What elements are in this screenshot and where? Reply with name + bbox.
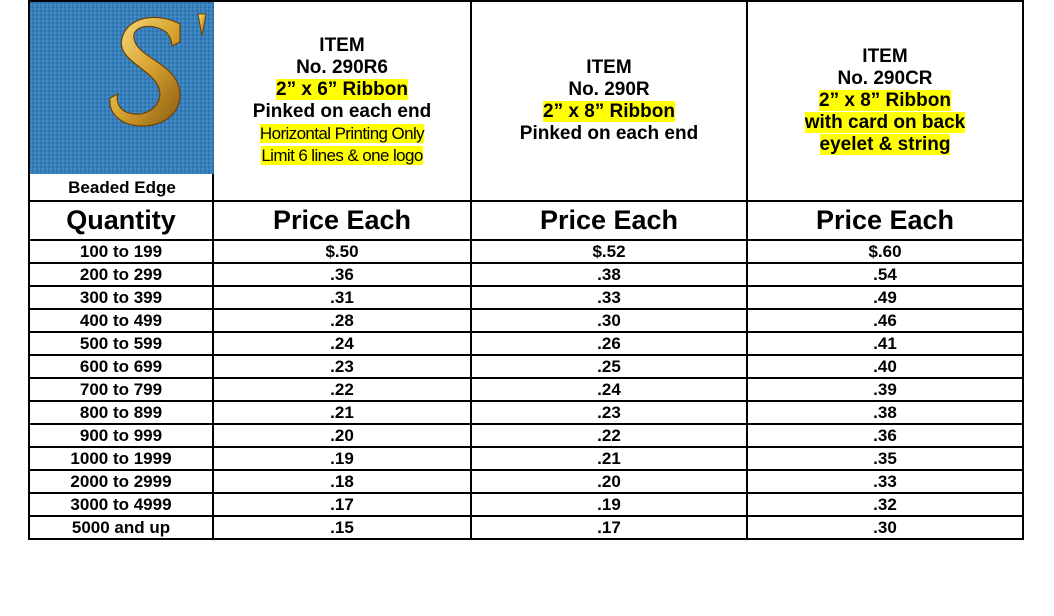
item-number: No. 290R6: [296, 57, 388, 78]
price-290r6-cell: .21: [213, 401, 471, 424]
ribbon-sample-image: [30, 2, 214, 174]
quantity-cell: 600 to 699: [29, 355, 213, 378]
price-table: [28, 0, 1024, 540]
price-290r6-cell: .19: [213, 447, 471, 470]
table-row: [29, 424, 1023, 447]
quantity-cell: 900 to 999: [29, 424, 213, 447]
item-label: ITEM: [862, 46, 908, 67]
price-290cr-cell: .33: [747, 470, 1023, 493]
table-row: [29, 355, 1023, 378]
quantity-cell: 800 to 899: [29, 401, 213, 424]
column-header-row: [29, 201, 1023, 240]
quantity-cell: 500 to 599: [29, 332, 213, 355]
table-row: [29, 378, 1023, 401]
price-290cr-cell: .40: [747, 355, 1023, 378]
item-finish: Pinked on each end: [519, 123, 699, 144]
price-290r-cell: .26: [471, 332, 747, 355]
quantity-cell: 2000 to 2999: [29, 470, 213, 493]
price-290r6-cell: .15: [213, 516, 471, 539]
price-290r-cell: .21: [471, 447, 747, 470]
item-size: 2” x 6” Ribbon: [276, 79, 408, 100]
price-290r-cell: $.52: [471, 240, 747, 263]
price-290r-cell: .33: [471, 286, 747, 309]
quantity-cell: 300 to 399: [29, 286, 213, 309]
price-290cr-cell: .54: [747, 263, 1023, 286]
price-290r-cell: .20: [471, 470, 747, 493]
item-size-card: with card on back: [804, 112, 966, 133]
price-290r6-cell: .36: [213, 263, 471, 286]
table-row: [29, 263, 1023, 286]
item-number: No. 290CR: [837, 68, 933, 89]
item-note-limit: Limit 6 lines & one logo: [261, 146, 423, 165]
price-290r6-cell: $.50: [213, 240, 471, 263]
table-row: [29, 447, 1023, 470]
table-row: [29, 470, 1023, 493]
price-290cr-cell: .30: [747, 516, 1023, 539]
table-row: [29, 240, 1023, 263]
price-each-header: Price Each: [213, 201, 471, 240]
price-290r-cell: .22: [471, 424, 747, 447]
item-size: 2” x 8” Ribbon: [819, 90, 951, 111]
price-290r6-cell: .28: [213, 309, 471, 332]
price-rows: [29, 240, 1023, 539]
quantity-cell: 5000 and up: [29, 516, 213, 539]
price-290r6-cell: .17: [213, 493, 471, 516]
table-row: [29, 401, 1023, 424]
price-290r-cell: .19: [471, 493, 747, 516]
quantity-cell: 200 to 299: [29, 263, 213, 286]
quantity-header: Quantity: [29, 201, 213, 240]
item-size-eyelet: eyelet & string: [819, 134, 951, 155]
price-290r6-cell: .20: [213, 424, 471, 447]
sample-caption: Beaded Edge: [68, 178, 176, 197]
item-label: ITEM: [586, 57, 632, 78]
item-290cr-header: [747, 1, 1023, 201]
table-row: [29, 286, 1023, 309]
table-row: [29, 516, 1023, 539]
price-290r6-cell: .31: [213, 286, 471, 309]
table-row: [29, 493, 1023, 516]
price-290r-cell: .30: [471, 309, 747, 332]
price-290r6-cell: .23: [213, 355, 471, 378]
price-290r6-cell: .18: [213, 470, 471, 493]
item-290r-header: [471, 1, 747, 201]
price-290r-cell: .23: [471, 401, 747, 424]
ribbon-sample-cell: [29, 1, 213, 201]
item-number: No. 290R: [568, 79, 650, 100]
price-290r6-cell: .22: [213, 378, 471, 401]
price-290cr-cell: $.60: [747, 240, 1023, 263]
quantity-cell: 100 to 199: [29, 240, 213, 263]
quantity-cell: 1000 to 1999: [29, 447, 213, 470]
item-label: ITEM: [319, 35, 365, 56]
price-290cr-cell: .39: [747, 378, 1023, 401]
table-row: [29, 332, 1023, 355]
price-290cr-cell: .46: [747, 309, 1023, 332]
gold-letter-s-icon: [30, 2, 214, 174]
price-table-wrapper: [28, 0, 1024, 540]
item-size: 2” x 8” Ribbon: [543, 101, 675, 122]
table-row: [29, 309, 1023, 332]
price-each-header: Price Each: [471, 201, 747, 240]
price-each-header: Price Each: [747, 201, 1023, 240]
price-290cr-cell: .36: [747, 424, 1023, 447]
price-290r-cell: .25: [471, 355, 747, 378]
price-290cr-cell: .49: [747, 286, 1023, 309]
item-header-row: [29, 1, 1023, 201]
quantity-cell: 700 to 799: [29, 378, 213, 401]
item-finish: Pinked on each end: [252, 101, 432, 122]
price-290r-cell: .38: [471, 263, 747, 286]
price-290cr-cell: .35: [747, 447, 1023, 470]
price-290r-cell: .24: [471, 378, 747, 401]
quantity-cell: 400 to 499: [29, 309, 213, 332]
price-290cr-cell: .38: [747, 401, 1023, 424]
quantity-cell: 3000 to 4999: [29, 493, 213, 516]
item-290r6-header: [213, 1, 471, 201]
price-290r6-cell: .24: [213, 332, 471, 355]
item-note-printing: Horizontal Printing Only: [259, 124, 425, 143]
price-290cr-cell: .41: [747, 332, 1023, 355]
price-290r-cell: .17: [471, 516, 747, 539]
price-290cr-cell: .32: [747, 493, 1023, 516]
